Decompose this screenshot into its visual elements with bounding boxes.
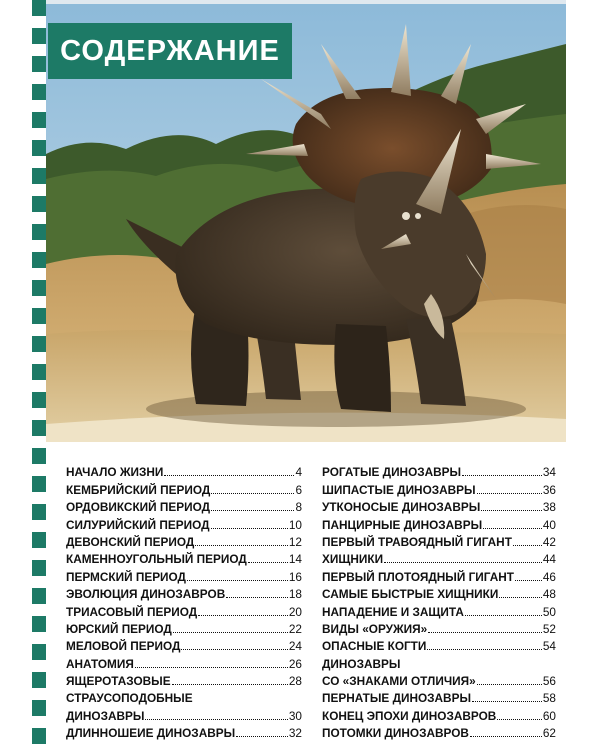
toc-entry-page: 40 (542, 517, 556, 532)
toc-entry-title: ДИНОЗАВРЫ (66, 708, 145, 723)
toc-entry-page: 12 (288, 534, 302, 549)
dot-leader (164, 474, 294, 476)
toc-entry-page: 14 (288, 552, 302, 567)
toc-entry-title-line1: ДИНОЗАВРЫ (322, 656, 401, 671)
dot-leader (187, 579, 288, 581)
toc-entry-title: РОГАТЫЕ ДИНОЗАВРЫ (322, 465, 462, 480)
toc-entry[interactable] (66, 566, 302, 583)
dot-leader (462, 474, 542, 476)
toc-entry-title: САМЫЕ БЫСТРЫЕ ХИЩНИКИ (322, 587, 499, 602)
toc-entry[interactable] (66, 653, 302, 670)
dot-leader (470, 735, 542, 737)
toc-entry-title: ПАНЦИРНЫЕ ДИНОЗАВРЫ (322, 517, 483, 532)
toc-entry-page: 4 (295, 465, 302, 480)
toc-right-column (322, 462, 556, 740)
toc-entry-title: КОНЕЦ ЭПОХИ ДИНОЗАВРОВ (322, 708, 497, 723)
toc-entry-page: 42 (542, 534, 556, 549)
dot-leader (497, 718, 542, 720)
dot-leader (428, 631, 542, 633)
toc-entry-title: ДЕВОНСКИЙ ПЕРИОД (66, 534, 195, 549)
toc-entry-title: ХИЩНИКИ (322, 552, 384, 567)
dot-leader (211, 492, 294, 494)
dot-leader (226, 596, 288, 598)
toc-left-column (66, 462, 302, 740)
toc-entry-page: 30 (288, 708, 302, 723)
toc-entry-title: НАЧАЛО ЖИЗНИ (66, 465, 164, 480)
toc-entry[interactable] (66, 497, 302, 514)
dot-leader (211, 509, 294, 511)
toc-entry-page: 58 (542, 691, 556, 706)
dot-leader (477, 683, 542, 685)
dot-leader (483, 527, 542, 529)
toc-entry-page: 6 (295, 482, 302, 497)
toc-entry[interactable] (322, 497, 556, 514)
toc-entry-title: ДЛИННОШЕИЕ ДИНОЗАВРЫ (66, 726, 236, 741)
toc-entry-title: ПОТОМКИ ДИНОЗАВРОВ (322, 726, 469, 741)
toc-entry[interactable] (322, 462, 556, 479)
toc-entry-page: 44 (542, 552, 556, 567)
dot-leader (181, 648, 287, 650)
dot-leader (248, 561, 288, 563)
toc-entry-title: ПЕРМСКИЙ ПЕРИОД (66, 569, 186, 584)
toc-entry-page: 36 (542, 482, 556, 497)
toc-entry[interactable] (66, 514, 302, 531)
toc-entry-page: 10 (288, 517, 302, 532)
toc-entry-page: 46 (542, 569, 556, 584)
dot-leader (173, 631, 288, 633)
toc-entry[interactable] (66, 549, 302, 566)
toc-entry[interactable] (322, 619, 556, 636)
dot-leader (195, 544, 288, 546)
dot-leader (427, 648, 542, 650)
toc-entry-title: УТКОНОСЫЕ ДИНОЗАВРЫ (322, 500, 481, 515)
toc-entry[interactable] (66, 688, 302, 723)
toc-entry-title: АНАТОМИЯ (66, 656, 134, 671)
toc-entry-page: 38 (542, 500, 556, 515)
toc-entry-title: ЯЩЕРОТАЗОВЫЕ (66, 674, 171, 689)
toc-entry[interactable] (66, 636, 302, 653)
toc-entry-title: КЕМБРИЙСКИЙ ПЕРИОД (66, 482, 211, 497)
toc-entry[interactable] (66, 671, 302, 688)
toc-entry[interactable] (322, 723, 556, 740)
dot-leader (513, 544, 542, 546)
toc-entry-page: 60 (542, 708, 556, 723)
toc-entry-page: 34 (542, 465, 556, 480)
toc-entry-page: 28 (288, 674, 302, 689)
toc-entry[interactable] (66, 723, 302, 740)
dot-leader (211, 527, 288, 529)
dot-leader (472, 700, 542, 702)
toc-entry-title-line1: СТРАУСОПОДОБНЫЕ (66, 691, 193, 706)
toc-entry-title: НАПАДЕНИЕ И ЗАЩИТА (322, 604, 464, 619)
dot-leader (198, 614, 288, 616)
toc-entry-title: ЭВОЛЮЦИЯ ДИНОЗАВРОВ (66, 587, 226, 602)
toc-entry-title: МЕЛОВОЙ ПЕРИОД (66, 639, 181, 654)
toc-entry[interactable] (66, 462, 302, 479)
page-title: СОДЕРЖАНИЕ (60, 34, 280, 67)
toc-entry[interactable] (322, 636, 556, 653)
dot-leader (481, 509, 542, 511)
dot-leader (499, 596, 542, 598)
toc-entry[interactable] (66, 532, 302, 549)
toc-entry[interactable] (322, 566, 556, 583)
toc-entry-title: КАМЕННОУГОЛЬНЫЙ ПЕРИОД (66, 552, 247, 567)
dot-leader (135, 666, 288, 668)
dot-leader (477, 492, 542, 494)
toc-entry-page: 56 (542, 674, 556, 689)
toc-entry[interactable] (322, 653, 556, 688)
dot-leader (172, 683, 288, 685)
toc-entry[interactable] (322, 479, 556, 496)
toc-entry[interactable] (322, 514, 556, 531)
toc-entry-title: ЮРСКИЙ ПЕРИОД (66, 621, 172, 636)
toc-entry[interactable] (66, 601, 302, 618)
toc-entry-page: 18 (288, 587, 302, 602)
toc-entry[interactable] (66, 619, 302, 636)
toc-entry-page: 48 (542, 587, 556, 602)
toc-entry-page: 54 (542, 639, 556, 654)
toc-entry[interactable] (322, 601, 556, 618)
toc-entry-page: 20 (288, 604, 302, 619)
dot-leader (236, 735, 288, 737)
toc-entry-title: ПЕРНАТЫЕ ДИНОЗАВРЫ (322, 691, 471, 706)
toc-entry-page: 32 (288, 726, 302, 741)
toc-entry-page: 62 (542, 726, 556, 741)
toc-entry[interactable] (66, 479, 302, 496)
toc-entry-title: ШИПАСТЫЕ ДИНОЗАВРЫ (322, 482, 476, 497)
toc-entry[interactable] (322, 584, 556, 601)
toc-entry-page: 52 (542, 621, 556, 636)
toc-entry-title: ТРИАСОВЫЙ ПЕРИОД (66, 604, 198, 619)
toc-entry-title: ОРДОВИКСКИЙ ПЕРИОД (66, 500, 210, 515)
toc-entry-page: 8 (295, 500, 302, 515)
toc-entry[interactable] (322, 688, 556, 705)
toc-entry-title: СИЛУРИЙСКИЙ ПЕРИОД (66, 517, 210, 532)
toc-entry[interactable] (322, 532, 556, 549)
dot-leader (384, 561, 542, 563)
striped-border (32, 0, 46, 750)
dot-leader (515, 579, 542, 581)
toc-entry-title: ПЕРВЫЙ ПЛОТОЯДНЫЙ ГИГАНТ (322, 569, 514, 584)
toc-entry-page: 26 (288, 656, 302, 671)
toc-entry-page: 22 (288, 621, 302, 636)
dot-leader (465, 614, 542, 616)
toc-entry-title: ОПАСНЫЕ КОГТИ (322, 639, 427, 654)
toc-entry-title: ПЕРВЫЙ ТРАВОЯДНЫЙ ГИГАНТ (322, 534, 512, 549)
page-title-banner (48, 23, 292, 79)
toc-entry-page: 16 (288, 569, 302, 584)
toc-entry[interactable] (322, 705, 556, 722)
toc-entry-page: 24 (288, 639, 302, 654)
dot-leader (145, 718, 287, 720)
toc-entry[interactable] (66, 584, 302, 601)
toc-entry-page: 50 (542, 604, 556, 619)
toc-entry-title: СО «ЗНАКАМИ ОТЛИЧИЯ» (322, 674, 476, 689)
toc-entry-title: ВИДЫ «ОРУЖИЯ» (322, 621, 428, 636)
toc-entry[interactable] (322, 549, 556, 566)
